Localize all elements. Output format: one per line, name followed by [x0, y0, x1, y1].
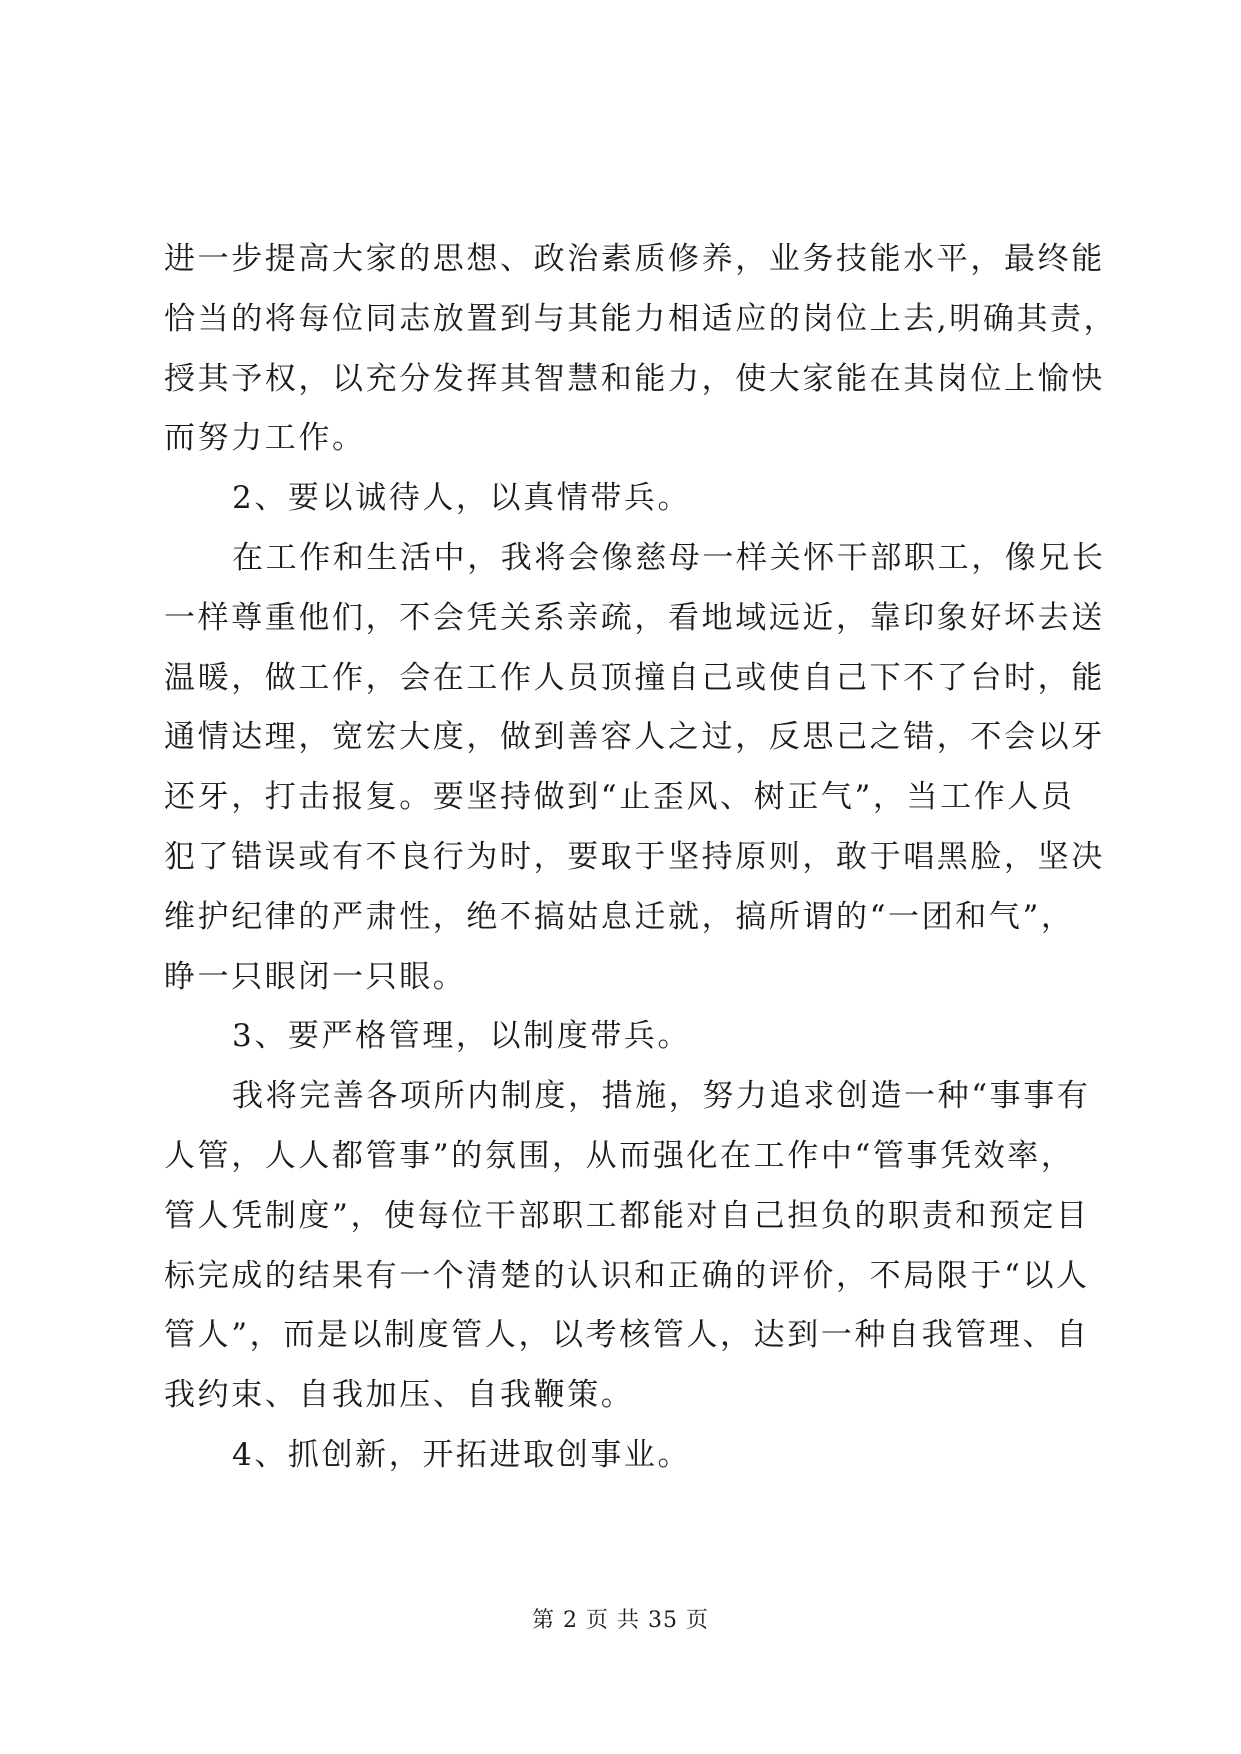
text-line: 睁一只眼闭一只眼。	[164, 958, 467, 995]
text-line: 我将完善各项所内制度，措施，努力追求创造一种“事事有	[232, 1078, 1091, 1115]
section-heading: 3、要严格管理，以制度带兵。	[232, 1018, 692, 1055]
text-line: 而努力工作。	[164, 420, 366, 457]
text-line: 进一步提高大家的思想、政治素质修养，业务技能水平，最终能	[164, 241, 1105, 277]
text-line: 维护纪律的严肃性，绝不搞姑息迁就，搞所谓的“一团和气”，	[164, 898, 1075, 935]
text-line: 犯了错误或有不良行为时，要取于坚持原则，敢于唱黑脸，坚决	[164, 838, 1105, 875]
text-line: 还牙，打击报复。要坚持做到“止歪风、树正气”，当工作人员	[164, 779, 1075, 816]
text-line: 在工作和生活中，我将会像慈母一样关怀干部职工，像兄长	[232, 539, 1106, 576]
text-line: 恰当的将每位同志放置到与其能力相适应的岗位上去,明确其责，	[164, 300, 1118, 337]
section-heading: 4、抓创新，开拓进取创事业。	[232, 1436, 692, 1473]
text-line: 我约束、自我加压、自我鞭策。	[164, 1377, 635, 1414]
page-number-label: 第 2 页 共 35 页	[532, 1608, 709, 1633]
text-line: 管人凭制度”，使每位干部职工都能对自己担负的职责和预定目	[164, 1197, 1090, 1234]
page-footer	[0, 1606, 1241, 1636]
document-body	[164, 230, 1124, 1486]
section-heading: 2、要以诚待人，以真情带兵。	[232, 480, 692, 517]
text-line: 授其予权，以充分发挥其智慧和能力，使大家能在其岗位上愉快	[164, 360, 1105, 397]
text-line: 管人”，而是以制度管人，以考核管人，达到一种自我管理、自	[164, 1317, 1090, 1354]
text-line: 一样尊重他们，不会凭关系亲疏，看地域远近，靠印象好坏去送	[164, 599, 1105, 636]
text-line: 通情达理，宽宏大度，做到善容人之过，反思己之错，不会以牙	[164, 719, 1105, 756]
text-line: 人管，人人都管事”的氛围，从而强化在工作中“管事凭效率，	[164, 1137, 1075, 1174]
text-line: 标完成的结果有一个清楚的认识和正确的评价，不局限于“以人	[164, 1257, 1090, 1294]
text-line: 温暖，做工作，会在工作人员顶撞自己或使自己下不了台时，能	[164, 659, 1105, 696]
